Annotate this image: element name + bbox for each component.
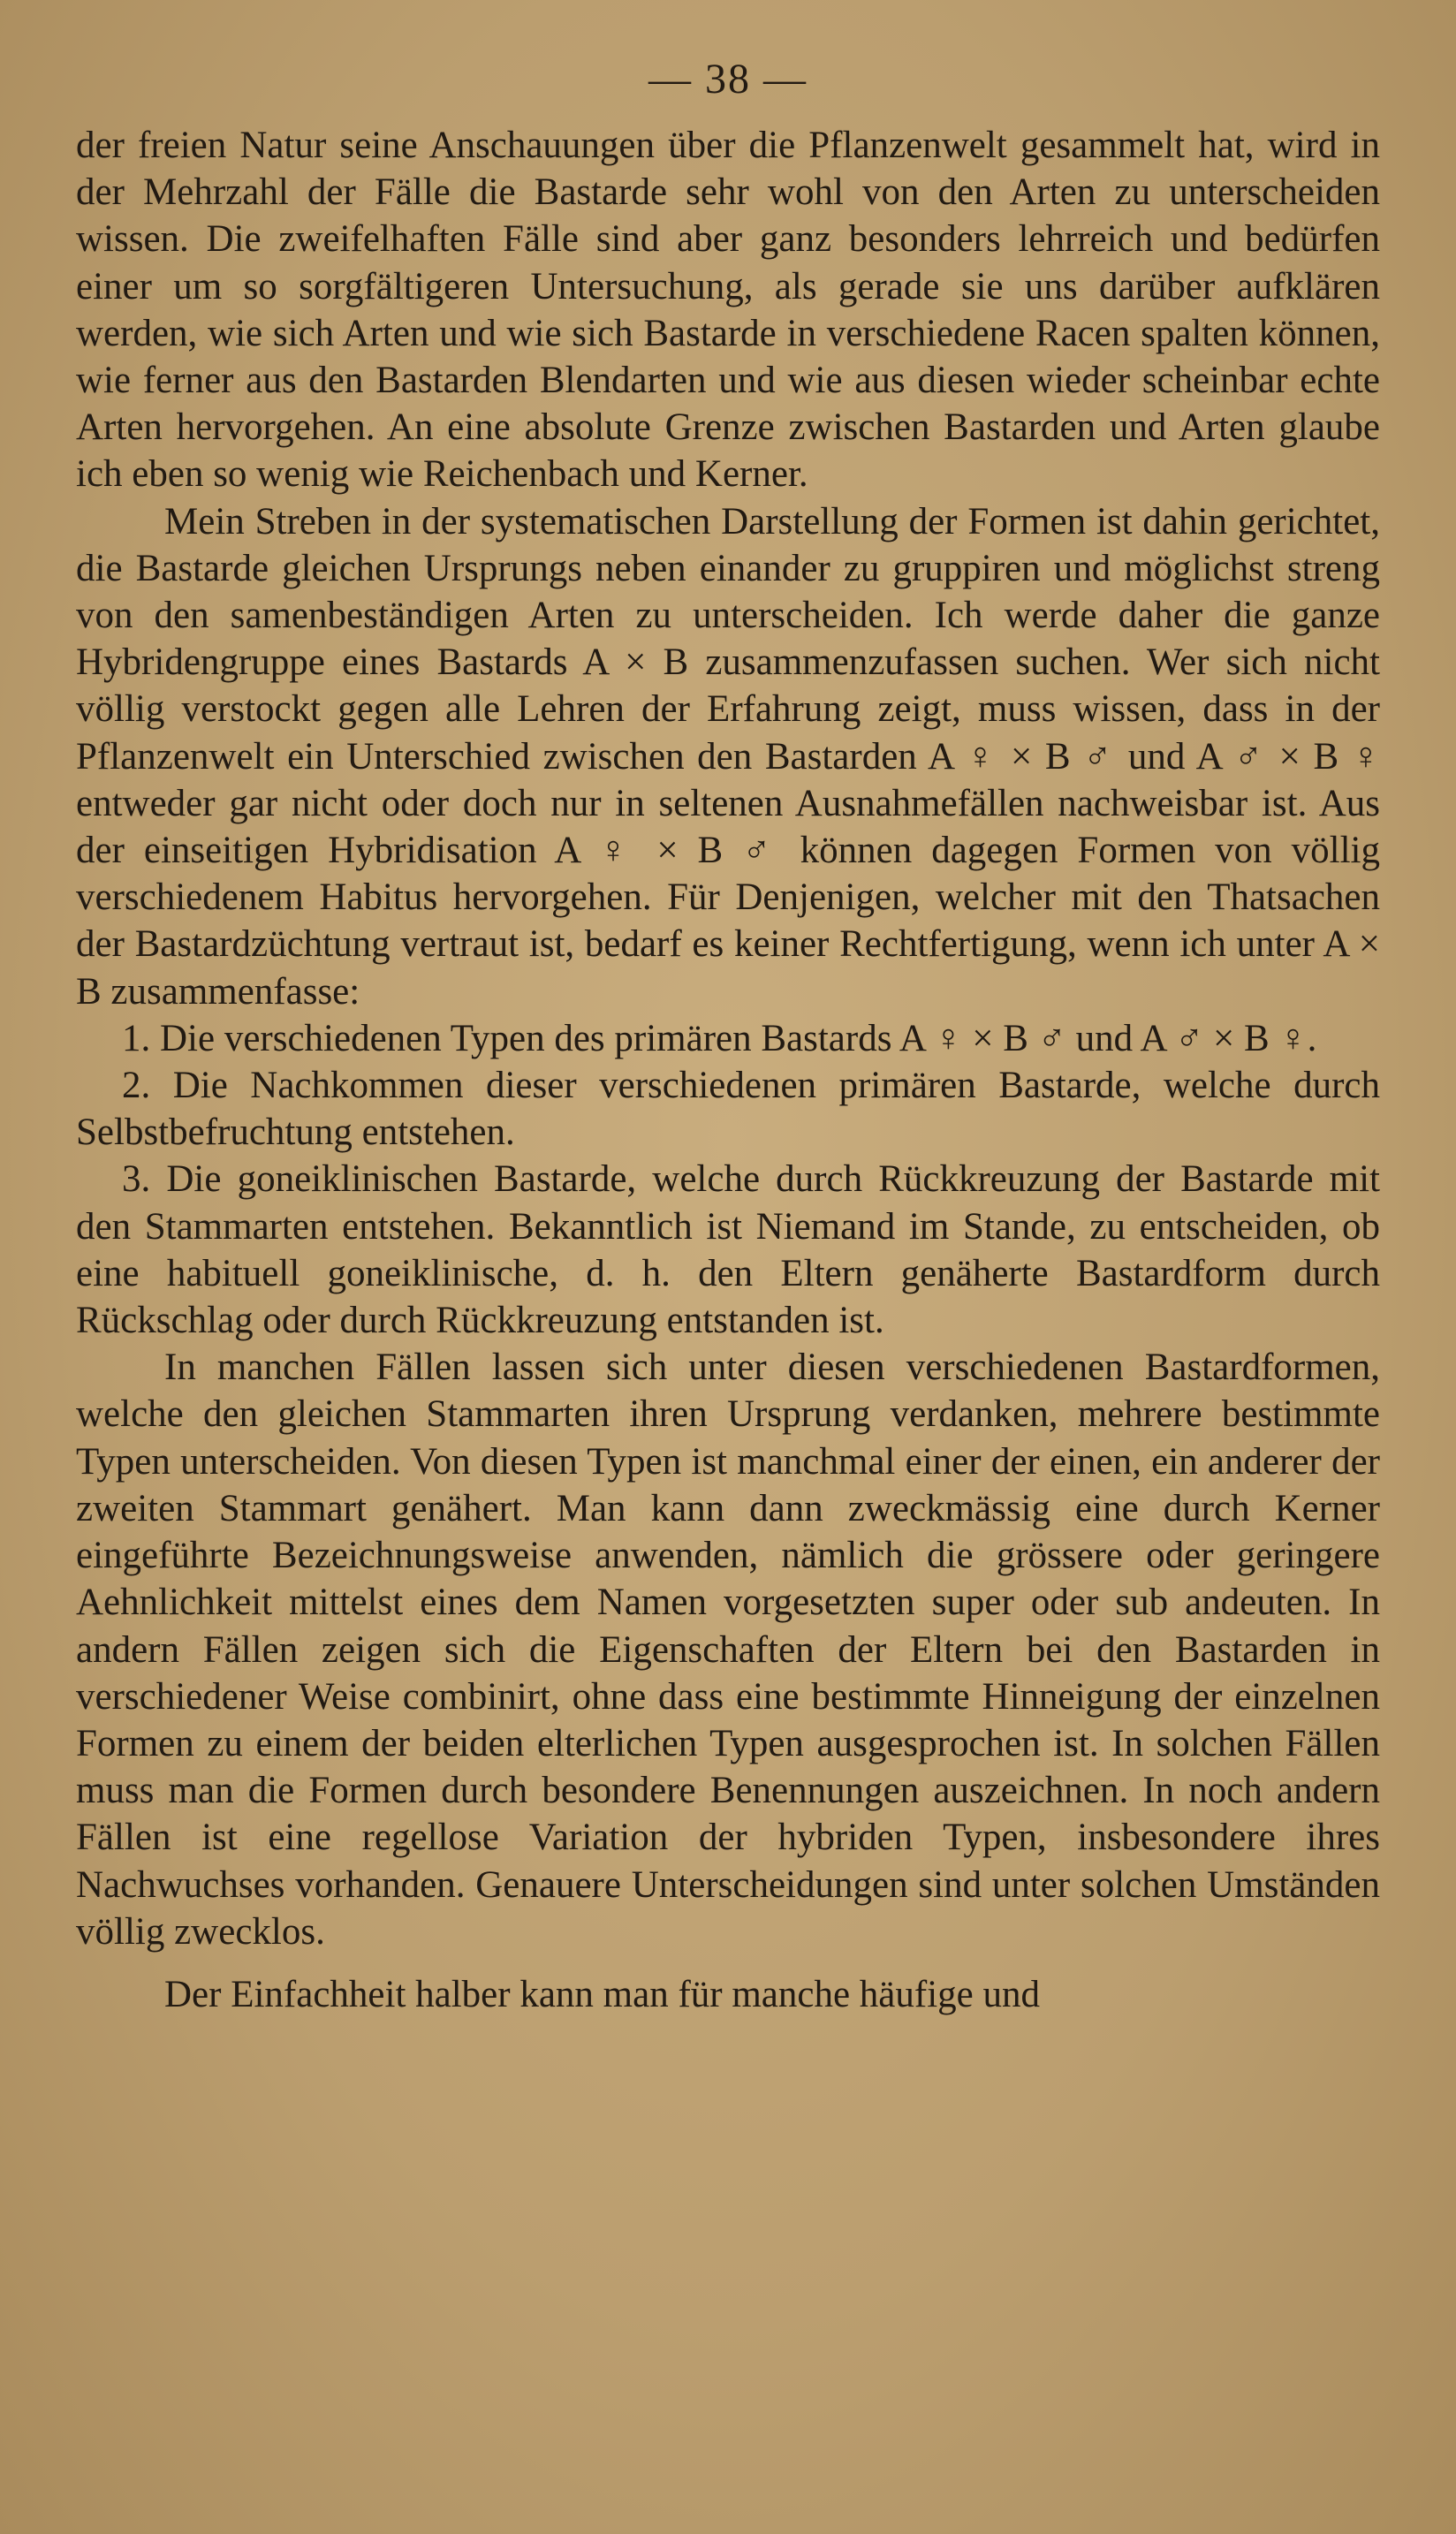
page-number: — 38 — xyxy=(648,56,808,102)
list-item-1: 1. Die verschiedenen Typen des primären Bastards A ♀ × B ♂ und A ♂ × B ♀. xyxy=(122,1017,1317,1059)
list-item-3: 3. Die goneiklinischen Bastarde, welche durch Rückkreuzung der Bastarde mit den Stammarten entstehen. Bekanntlich ist Niemand im Stande, zu entscheiden, ob eine habituell goneiklinische, d. h. den Eltern genäherte Bastardform durch Rückschlag oder durch Rückkreuzung entstanden ist. xyxy=(76,1158,1380,1342)
body-text xyxy=(76,122,1380,2018)
list-item-2: 2. Die Nachkommen dieser verschiedenen primären Bastarde, welche durch Selbstbefruchtung entstehen. xyxy=(76,1065,1380,1154)
paragraph-continuation: der freien Natur seine Anschauungen über die Pflanzenwelt gesammelt hat, wird in der Mehrzahl der Fälle die Bastarde sehr wohl von den Arten zu unterscheiden wissen. Die zweifelhaften Fälle sind aber ganz besonders lehrreich und bedürfen einer um so sorgfältigeren Untersuchung, als gerade sie uns darüber aufklären werden, wie sich Arten und wie sich Bastarde in verschiedene Racen spalten können, wie ferner aus den Bastarden Blendarten und wie aus diesen wieder scheinbar echte Arten hervorgehen. An eine absolute Grenze zwischen Bastarden und Arten glaube ich eben so wenig wie Reichenbach und Kerner. xyxy=(76,125,1380,496)
paragraph-typen: In manchen Fällen lassen sich unter diesen verschiedenen Bastardformen, welche den gleichen Stammarten ihren Ursprung verdanken, mehrere bestimmte Typen unterscheiden. Von diesen Typen ist manchmal einer der einen, ein anderer der zweiten Stammart genähert. Man kann dann zweckmässig eine durch Kerner eingeführte Bezeichnungsweise anwenden, nämlich die grössere oder geringere Aehnlichkeit mittelst eines dem Namen vorgesetzten super oder sub andeuten. In andern Fällen zeigen sich die Eigenschaften der Eltern bei den Bastarden in verschiedener Weise combinirt, ohne dass eine bestimmte Hinneigung der einzelnen Formen zu einem der beiden elterlichen Typen ausgesprochen ist. In solchen Fällen muss man die Formen durch besondere Benennungen auszeichnen. In noch andern Fällen ist eine regellose Variation der hybriden Typen, insbesondere ihres Nachwuchses vorhanden. Genauere Unterscheidungen sind unter solchen Umständen völlig zwecklos. xyxy=(76,1347,1380,1953)
paragraph-einfachheit: Der Einfachheit halber kann man für manche häufige und xyxy=(164,1973,1040,2015)
paragraph-streben: Mein Streben in der systematischen Darstellung der Formen ist dahin gerichtet, die Bastarde gleichen Ursprungs neben einander zu gruppiren und möglichst streng von den samenbeständigen Arten zu unterscheiden. Ich werde daher die ganze Hybridengruppe eines Bastards A × B zusammenzufassen suchen. Wer sich nicht völlig verstockt gegen alle Lehren der Erfahrung zeigt, muss wissen, dass in der Pflanzenwelt ein Unterschied zwischen den Bastarden A ♀ × B ♂ und A ♂ × B ♀ entweder gar nicht oder doch nur in seltenen Ausnahmefällen nachweisbar ist. Aus der einseitigen Hybridisation A ♀ × B ♂ können dagegen Formen von völlig verschiedenem Habitus hervorgehen. Für Denjenigen, welcher mit den Thatsachen der Bastardzüchtung vertraut ist, bedarf es keiner Rechtfertigung, wenn ich unter A × B zusammenfasse: xyxy=(76,500,1380,1013)
